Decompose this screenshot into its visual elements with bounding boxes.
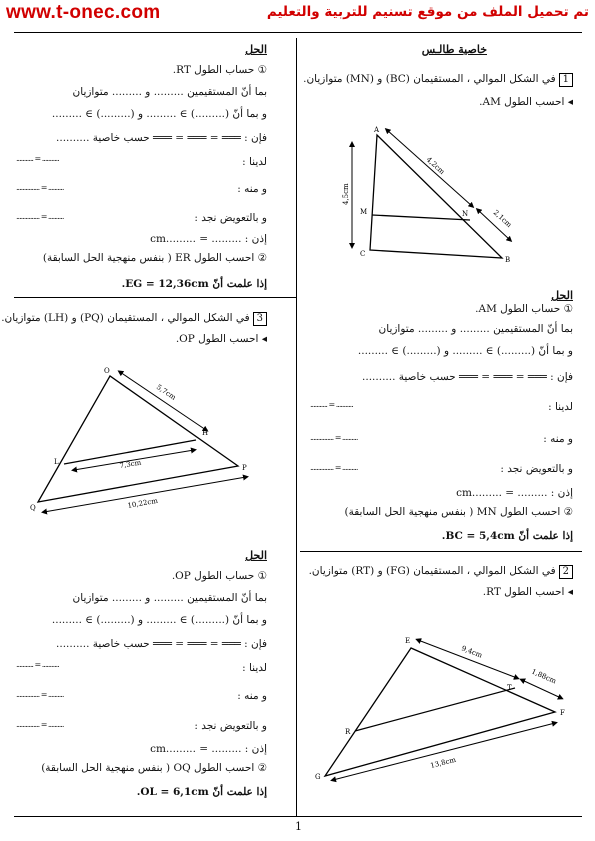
solution-line: بما أنّ المستقيمين ......... و ......... متوازيان xyxy=(378,323,573,335)
solution-line: و بما أنّ (.........) ∋ ......... و (.........) ∋ ......... xyxy=(357,345,573,357)
length-nb: 2,1cm xyxy=(491,208,514,230)
header-rule xyxy=(14,32,582,33)
solution-line: و بما أنّ (.........) ∋ ......... و (.........) ∋ ......... xyxy=(51,108,267,120)
solution-line: بما أنّ المستقيمين ......... و ......... متوازيان xyxy=(72,86,267,98)
worksheet-title: خاصية طالـس xyxy=(421,43,487,56)
solution-line: إذن : ......... = .........cm xyxy=(150,743,267,755)
solution-step-1: ① حساب الطول AM. xyxy=(475,303,573,315)
segment-mn xyxy=(372,215,470,220)
solution-line: إذن : ......... = .........cm xyxy=(456,487,573,499)
solution-line: و منه : xyxy=(543,433,573,445)
given-value: إذا علمت أنّ OL = 6,1cm. xyxy=(136,786,267,798)
label-l: L xyxy=(54,458,59,466)
solution-line: و بالتعويض نجد : xyxy=(194,212,267,224)
figure-triangle-efg xyxy=(305,628,575,788)
exercise-1-task: ◂ احسب الطول AM. xyxy=(479,96,573,108)
exercise-3-statement: 3في الشكل الموالي ، المستقيمان (PQ) و (LH) متوازيان. xyxy=(1,312,267,326)
solution-line: و منه : xyxy=(237,690,267,702)
blank-fraction: ............... = .......... xyxy=(310,433,358,442)
solution-line: و بالتعويض نجد : xyxy=(500,463,573,475)
blank-fraction: ........... = ........... xyxy=(16,154,59,163)
label-t: T xyxy=(507,684,512,692)
solution-step-2: ② احسب الطول ER ( بنفس منهجية الحل السابقة) xyxy=(42,252,267,264)
label-g: G xyxy=(315,773,321,781)
exercise-2-task: ◂ احسب الطول RT. xyxy=(482,586,573,598)
length-tf: 1,88cm xyxy=(530,667,558,686)
blank-fraction: ............... = .......... xyxy=(16,720,64,729)
figure-triangle-abc xyxy=(330,120,530,270)
given-value: إذا علمت أنّ EG = 12,36cm. xyxy=(121,278,267,290)
triangle-abc xyxy=(370,135,502,258)
solution-line: و منه : xyxy=(237,183,267,195)
length-cm: 4,5cm xyxy=(342,183,350,205)
given-value: إذا علمت أنّ BC = 5,4cm. xyxy=(441,530,573,542)
solution-title: الحل xyxy=(245,43,267,56)
exercise-1-statement: 1في الشكل الموالي ، المستقيمان (BC) و (MN) متوازيان. xyxy=(303,73,573,87)
solution-line: و بما أنّ (.........) ∋ ......... و (.........) ∋ ......... xyxy=(51,614,267,626)
column-divider xyxy=(296,38,297,816)
footer-rule xyxy=(14,816,582,817)
label-m: M xyxy=(360,208,368,216)
exercise-3-task: ◂ احسب الطول OP. xyxy=(175,333,267,345)
length-lh: 7,3cm xyxy=(119,458,142,470)
length-gf: 13,8cm xyxy=(429,755,457,770)
solution-line: لدينا : xyxy=(548,401,573,413)
label-c: C xyxy=(360,250,366,258)
label-r: R xyxy=(345,728,351,736)
label-b: B xyxy=(505,256,511,264)
exercise-number: 1 xyxy=(559,73,573,87)
label-f: F xyxy=(560,709,565,717)
blank-fraction: ............... = .......... xyxy=(310,463,358,472)
blank-fraction: ........... = ........... xyxy=(310,400,353,409)
segment-rt xyxy=(355,688,515,731)
blank-fraction: ............... = .......... xyxy=(16,212,64,221)
length-am: 4,2cm xyxy=(424,155,447,177)
exercise-number: 2 xyxy=(559,565,573,579)
exercise-number: 3 xyxy=(253,312,267,326)
page-number: 1 xyxy=(295,820,302,833)
solution-line: لدينا : xyxy=(242,156,267,168)
label-q: Q xyxy=(30,504,36,512)
solution-title: الحل xyxy=(245,549,267,562)
figure-triangle-opq xyxy=(20,360,260,520)
blank-fraction: ........... = ........... xyxy=(16,660,59,669)
section-rule xyxy=(300,551,582,552)
solution-line: إذن : ......... = .........cm xyxy=(150,233,267,245)
label-h: H xyxy=(202,429,209,437)
blank-fraction: ............... = .......... xyxy=(16,183,64,192)
solution-step-1: ① حساب الطول RT. xyxy=(172,64,267,76)
solution-step-1: ① حساب الطول OP. xyxy=(171,570,267,582)
label-o: O xyxy=(104,367,110,375)
triangle-efg xyxy=(325,648,558,776)
solution-line: و بالتعويض نجد : xyxy=(194,720,267,732)
length-oh: 5,7cm xyxy=(154,383,178,402)
solution-line: فإن : ═══ = ═══ = ═══ حسب خاصية .......... xyxy=(56,638,267,650)
section-rule xyxy=(14,297,296,298)
solution-line: لدينا : xyxy=(242,662,267,674)
solution-line: فإن : ═══ = ═══ = ═══ حسب خاصية .......... xyxy=(56,132,267,144)
label-p: P xyxy=(242,464,247,472)
label-a: A xyxy=(374,126,380,134)
site-url: www.t-onec.com xyxy=(6,2,161,23)
solution-title: الحل xyxy=(551,289,573,302)
length-qp: 10,22cm xyxy=(126,496,159,510)
blank-fraction: ............... = .......... xyxy=(16,690,64,699)
header-tagline: تم تحميل الملف من موقع تسنيم للتربية والتعليم xyxy=(266,4,589,20)
length-et: 9,4cm xyxy=(460,644,484,660)
label-n: N xyxy=(462,210,469,218)
label-e: E xyxy=(405,637,411,645)
solution-step-2: ② احسب الطول MN ( بنفس منهجية الحل السابقة) xyxy=(344,506,573,518)
exercise-2-statement: 2في الشكل الموالي ، المستقيمان (FG) و (RT) متوازيان. xyxy=(309,565,573,579)
solution-line: فإن : ═══ = ═══ = ═══ حسب خاصية .......... xyxy=(362,371,573,383)
solution-step-2: ② احسب الطول OQ ( بنفس منهجية الحل السابقة) xyxy=(41,762,267,774)
solution-line: بما أنّ المستقيمين ......... و ......... متوازيان xyxy=(72,592,267,604)
